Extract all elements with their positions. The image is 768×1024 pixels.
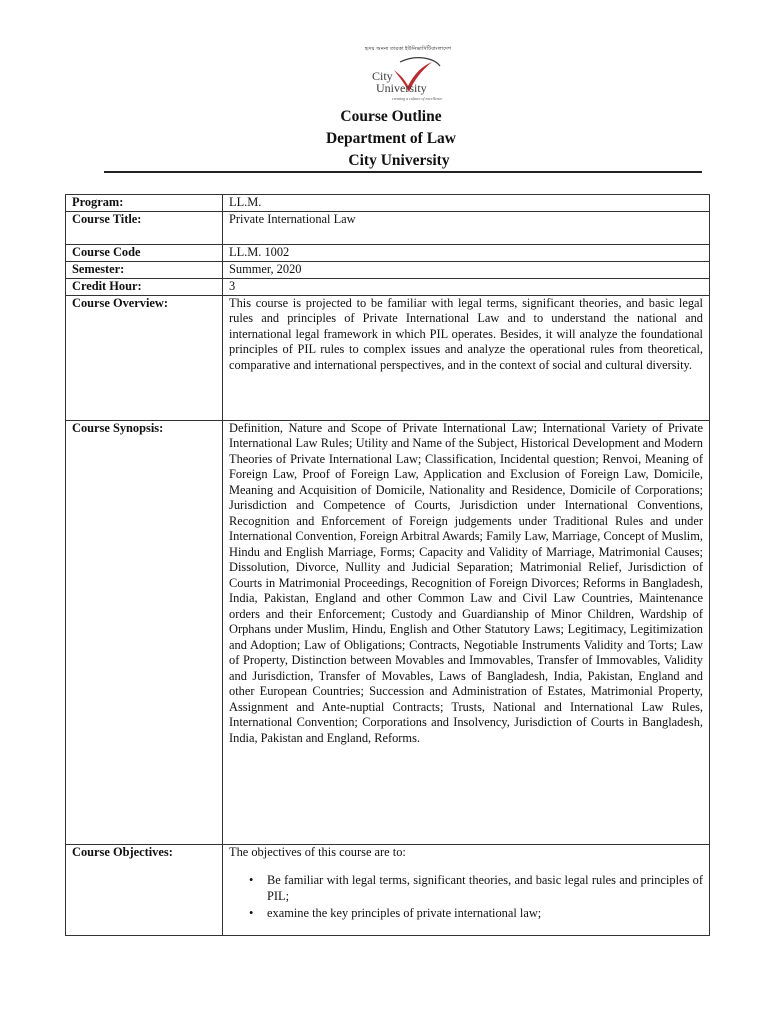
credit-hour-label: Credit Hour: bbox=[66, 278, 223, 295]
program-label: Program: bbox=[66, 195, 223, 212]
bullet-icon: • bbox=[249, 906, 254, 920]
course-synopsis-label: Course Synopsis: bbox=[66, 420, 223, 844]
table-row-course-title bbox=[66, 211, 710, 244]
document-title: Course Outline bbox=[340, 108, 442, 125]
semester-value: Summer, 2020 bbox=[223, 261, 710, 278]
city-university-logo bbox=[356, 46, 460, 108]
logo-name-line2: University bbox=[376, 81, 427, 95]
table-row-program bbox=[66, 195, 710, 212]
table-row-course-code bbox=[66, 244, 710, 261]
course-overview-value: This course is projected to be familiar with legal terms, significant theories, and basic legal rules and principles of Private International Law and to understand the national and international legal framework in which PIL operates. Besides, it will analyze the foundational principles of PIL rules to complex issues and analyze the operational rules from theoretical, comparative and international perspectives, and in the context of social and cultural diversity. bbox=[223, 295, 710, 420]
course-title-label: Course Title: bbox=[66, 211, 223, 244]
course-code-value: LL.M. 1002 bbox=[223, 244, 710, 261]
logo-emblem bbox=[356, 56, 460, 108]
table-row-course-objectives bbox=[66, 844, 710, 935]
program-value: LL.M. bbox=[223, 195, 710, 212]
semester-label: Semester: bbox=[66, 261, 223, 278]
bullet-icon: • bbox=[249, 873, 254, 887]
course-objectives-cell bbox=[223, 844, 710, 935]
document-heading bbox=[0, 106, 768, 172]
table-row-course-synopsis bbox=[66, 420, 710, 844]
credit-hour-value: 3 bbox=[223, 278, 710, 295]
list-item bbox=[249, 873, 703, 904]
course-code-label: Course Code bbox=[66, 244, 223, 261]
course-overview-label: Course Overview: bbox=[66, 295, 223, 420]
table-row-semester bbox=[66, 261, 710, 278]
logo-motto: creating a culture of excellence bbox=[392, 96, 443, 101]
objective-text: examine the key principles of private international law; bbox=[267, 906, 542, 920]
logo-tagline-bangla: হৃদয় অনন্য তারকা ইউনিভার্সিটিবাংলাদেশ bbox=[364, 47, 452, 52]
department-name: Department of Law bbox=[325, 130, 456, 147]
objectives-intro: The objectives of this course are to: bbox=[229, 844, 406, 859]
table-row-credit-hour bbox=[66, 278, 710, 295]
objective-text: Be familiar with legal terms, significant theories, and basic legal rules and principles of PIL; bbox=[267, 873, 703, 903]
table-row-course-overview bbox=[66, 295, 710, 420]
course-synopsis-value: Definition, Nature and Scope of Private International Law; International Variety of Private International Law Rules; Utility and Name of the Subject, Historical Development and Modern Theories of Private International Law; Classification, Incidental question; Renvoi, Meaning of Foreign Law, Proof of Foreign Law, Application and Exclusion of Foreign Law, Domicile, Meaning and Acquisition of Domicile, Nationality and Residence, Domicile of Corporations; Jurisdiction and Competence of Courts, Jurisdiction under International Conventions, Recognition and Enforcement of Foreign judgements under Traditional Rules and under International Convention, Foreign Arbitral Awards; Family Law, Marriage, Concept of Muslim, Hindu and English Marriage, Forms; Capacity and Validity of Marriage, Matrimonial Causes; Dissolution, Divorce, Nullity and Judicial Separation; Matrimonial Relief, Jurisdiction of Courts in Matrimonial Proceedings, Recognition of Foreign Divorces; Reforms in Bangladesh, India, Pakistan, England and other Common Law and Civil Law Countries, Maintenance orders and their Enforcement; Custody and Guardianship of Minor Children, Wardship of Orphans under Muslim, Hindu, English and Other Statutory Laws; Legitimacy, Legitimization and Adoption; Law of Obligations; Contracts, Negotiable Instruments Validity and Torts; Law of Property, Distinction between Movables and Immovables, Transfer of Immovables, Validity and Jurisdiction, Transfer of Movables, Laws of Bangladesh, India, Pakistan, England and other European Countries; Succession and Administration of Estates, Matrimonial Property, Assignment and Ante-nuptial Contracts; Trusts, National and International Law Rules, International Convention; Corporations and Insolvency, Jurisdiction of Courts in Bangladesh, India, Pakistan and England, Reforms. bbox=[223, 420, 710, 844]
list-item bbox=[249, 906, 703, 922]
course-objectives-label: Course Objectives: bbox=[66, 844, 223, 935]
heading-divider bbox=[104, 171, 702, 173]
objectives-list bbox=[229, 873, 703, 922]
course-outline-table bbox=[65, 194, 710, 936]
logo-name-line1: City bbox=[372, 69, 393, 83]
course-title-value: Private International Law bbox=[223, 211, 710, 244]
university-name: City University bbox=[348, 152, 450, 169]
